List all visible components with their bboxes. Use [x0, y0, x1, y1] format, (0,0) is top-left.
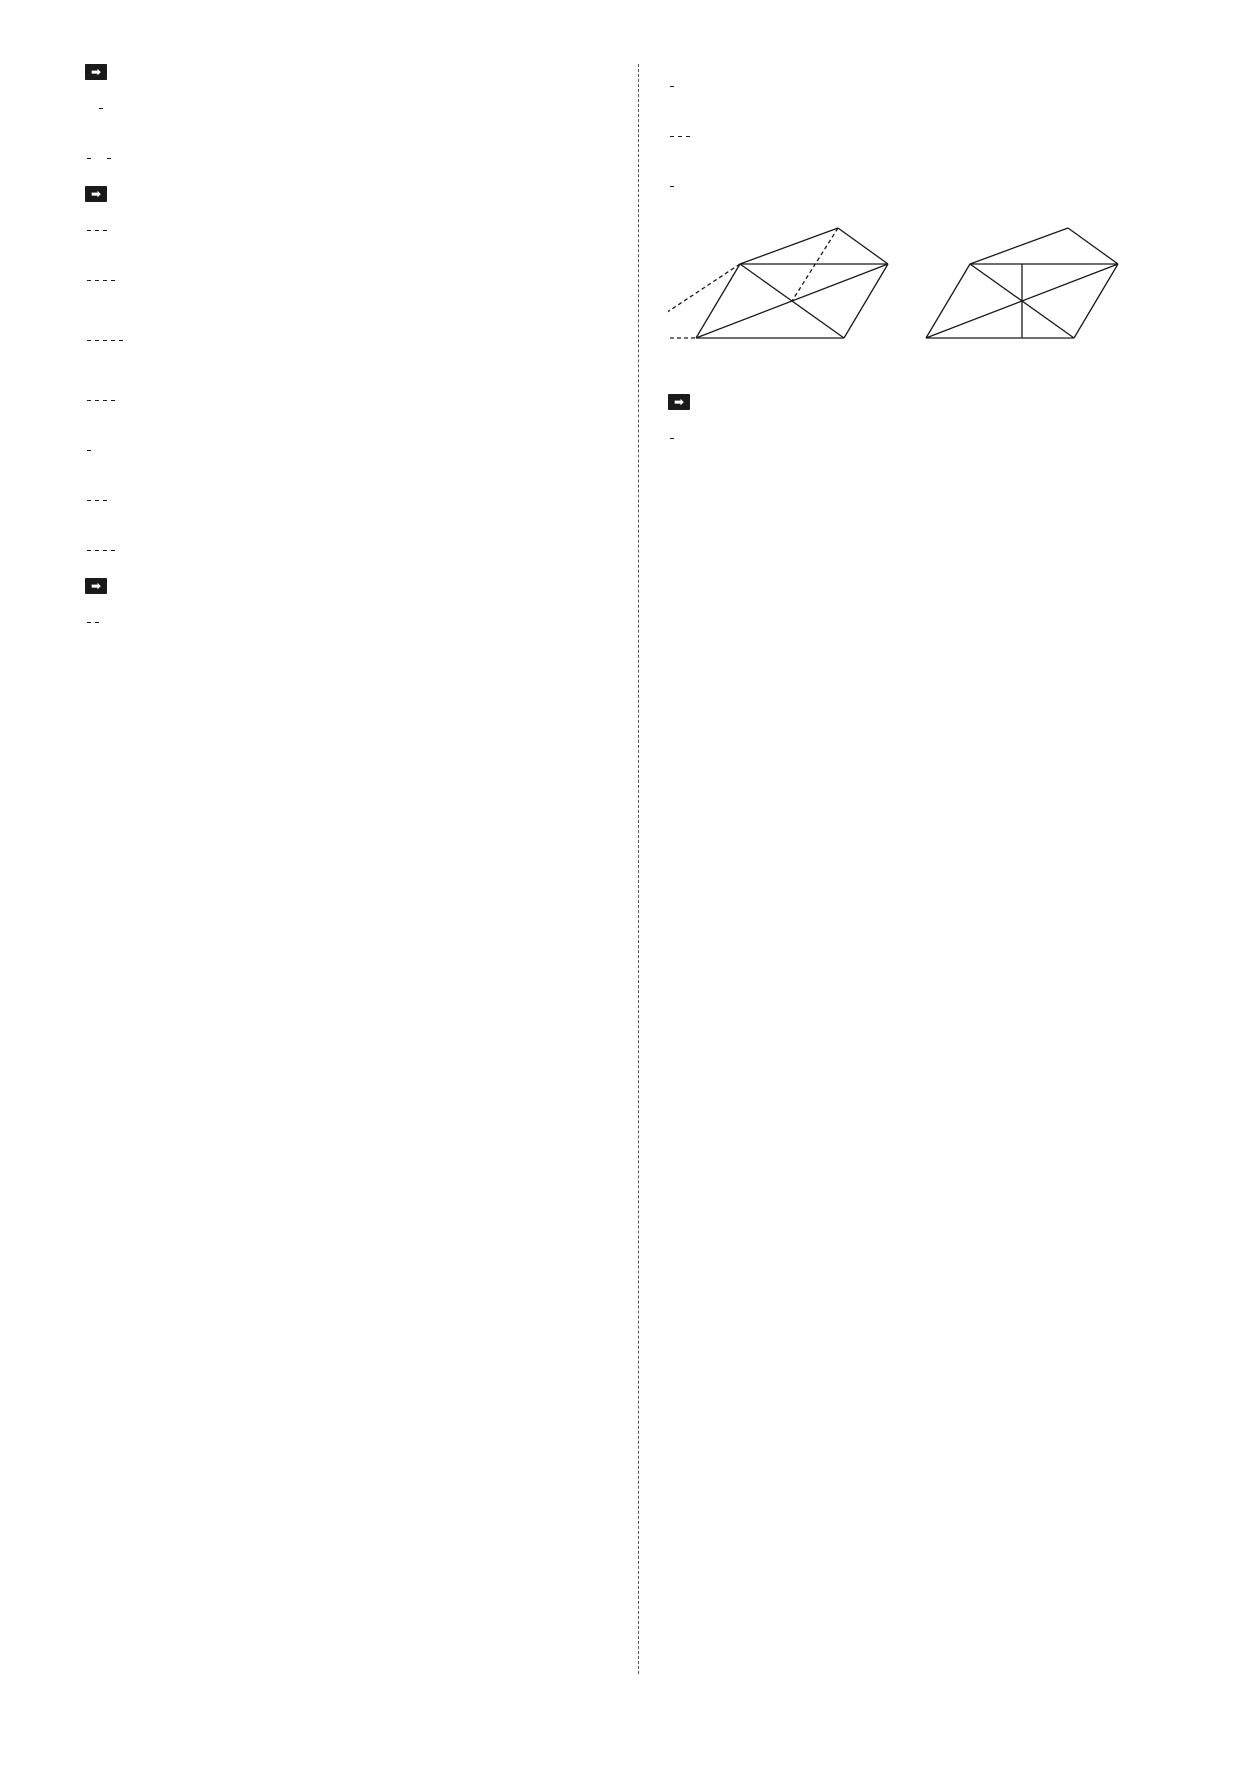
- segment-AB-2: [926, 264, 970, 338]
- text-line: [85, 424, 620, 474]
- fraction: [111, 340, 115, 341]
- text-line: [85, 82, 620, 132]
- text-line: [85, 304, 620, 374]
- fraction: [95, 622, 99, 623]
- fraction: [103, 500, 107, 501]
- fraction: [87, 550, 91, 551]
- segment-FD-2: [1068, 228, 1118, 264]
- column-divider: [638, 64, 639, 1674]
- section-heading: [85, 64, 620, 80]
- fraction: [95, 400, 99, 401]
- fraction: [103, 400, 107, 401]
- arrow-icon: ➡: [668, 394, 690, 410]
- fraction: [95, 500, 99, 501]
- text-line: [85, 254, 620, 304]
- fraction: [87, 280, 91, 281]
- left-column: [85, 60, 620, 646]
- segment-FD: [838, 228, 888, 264]
- figures-area: [668, 210, 1188, 390]
- fraction: [87, 340, 91, 341]
- fraction: [686, 136, 690, 137]
- text-line: [85, 524, 620, 574]
- fraction: [670, 186, 674, 187]
- fraction: [95, 340, 99, 341]
- fraction: [95, 550, 99, 551]
- fraction: [103, 230, 107, 231]
- segment-AF: [740, 228, 838, 264]
- fraction: [103, 340, 107, 341]
- fraction: [670, 438, 674, 439]
- text-line: [668, 60, 1188, 110]
- fraction: [87, 450, 91, 451]
- segment-AM: [668, 264, 740, 338]
- fraction: [87, 158, 91, 159]
- fraction: [678, 136, 682, 137]
- fraction: [95, 280, 99, 281]
- fraction: [103, 280, 107, 281]
- fraction: [670, 136, 674, 137]
- fraction: [87, 400, 91, 401]
- fraction: [111, 280, 115, 281]
- segment-DC: [844, 264, 888, 338]
- text-line: [85, 374, 620, 424]
- fraction: [99, 108, 103, 109]
- fraction: [87, 622, 91, 623]
- fraction: [87, 500, 91, 501]
- geometry-figures: [668, 210, 1188, 390]
- fraction: [95, 230, 99, 231]
- text-line: [85, 596, 620, 646]
- segment-AB: [696, 264, 740, 338]
- fraction: [107, 158, 111, 159]
- text-line: [85, 204, 620, 254]
- segment-AF-2: [970, 228, 1068, 264]
- section-heading: [85, 186, 620, 202]
- fraction: [87, 230, 91, 231]
- fraction: [111, 400, 115, 401]
- fraction: [119, 340, 123, 341]
- fraction: [103, 550, 107, 551]
- right-column: [668, 60, 1188, 462]
- text-line: [668, 160, 1188, 210]
- section-heading: [85, 578, 620, 594]
- arrow-icon: ➡: [85, 186, 107, 202]
- text-line: [668, 412, 1188, 462]
- section-heading: [668, 394, 1188, 410]
- fraction: [670, 86, 674, 87]
- text-line: [85, 474, 620, 524]
- arrow-icon: ➡: [85, 578, 107, 594]
- segment-DC-2: [1074, 264, 1118, 338]
- text-line: [85, 132, 620, 182]
- figure-1: [668, 228, 888, 338]
- fraction: [111, 550, 115, 551]
- figure-2: [926, 228, 1118, 338]
- text-line: [668, 110, 1188, 160]
- arrow-icon: ➡: [85, 64, 107, 80]
